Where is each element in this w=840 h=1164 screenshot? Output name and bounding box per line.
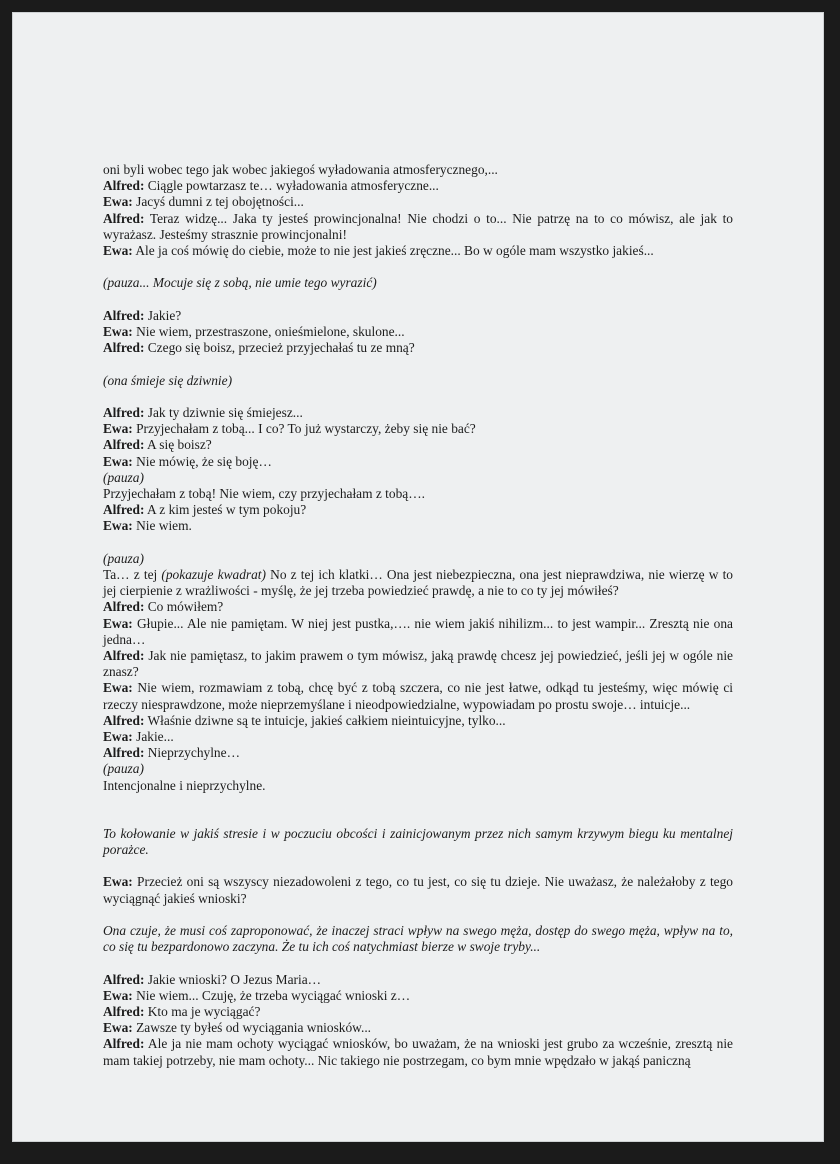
speaker-name: Alfred:	[103, 340, 145, 356]
dialogue-line	[103, 713, 733, 729]
dialogue-text: Jak ty dziwnie się śmiejesz...	[144, 404, 303, 420]
dialogue-line	[103, 405, 733, 421]
speaker-name: Ewa:	[103, 421, 133, 437]
dialogue-line	[103, 324, 733, 340]
dialogue-line	[103, 194, 733, 210]
dialogue-continuation: Przyjechałam z tobą! Nie wiem, czy przyjechałam z tobą….	[103, 486, 425, 501]
dialogue-text: Przyjechałam z tobą... I co? To już wystarczy, żeby się nie bać?	[132, 421, 476, 437]
dialogue-text: Ale ja nie mam ochoty wyciągać wniosków, bo uważam, że na wnioski jest grubo za wcześnie, zresztą nie mam takiej potrzeby, nie mam ochoty... Nic takiego nie postrzegam, co bym mnie wpędzało w jakąś paniczną	[103, 1036, 733, 1068]
paragraph-gap	[103, 259, 733, 275]
dialogue-line	[103, 616, 733, 648]
dialogue-text: Jak nie pamiętasz, to jakim prawem o tym mówisz, jaką prawdę chcesz jej powiedzieć, jeśli jej w ogóle nie znasz?	[103, 648, 733, 680]
dialogue-text: Przecież oni są wszyscy niezadowoleni z tego, co tu jest, co się tu dzieje. Nie uważasz, że należałoby z tego wyciągnąć jakieś wnioski?	[103, 874, 733, 906]
paragraph-gap	[103, 907, 733, 923]
dialogue-line	[103, 648, 733, 680]
dialogue-continuation: oni byli wobec tego jak wobec jakiegoś wyładowania atmosferycznego,...	[103, 162, 498, 177]
speaker-name: Ewa:	[103, 194, 133, 210]
dialogue-line	[103, 1020, 733, 1036]
dialogue-line	[103, 211, 733, 243]
stage-direction: (pauza)	[103, 550, 144, 566]
speaker-name: Ewa:	[103, 680, 133, 696]
dialogue-line	[103, 437, 733, 453]
speaker-name: Alfred:	[103, 307, 145, 323]
paragraph-gap	[103, 955, 733, 971]
dialogue-text: Ta… z tej	[103, 567, 162, 582]
dialogue-text: Nieprzychylne…	[144, 745, 240, 761]
paragraph-gap	[103, 292, 733, 308]
dialogue-text: A się boisz?	[144, 437, 212, 453]
speaker-name: Alfred:	[103, 178, 145, 194]
stage-direction: (ona śmieje się dziwnie)	[103, 372, 233, 388]
dialogue-text: Zawsze ty byłeś od wyciągania wniosków...	[132, 1020, 372, 1036]
dialogue-continuation: Intencjonalne i nieprzychylne.	[103, 777, 266, 793]
paragraph-gap	[103, 858, 733, 874]
dialogue-line	[103, 988, 733, 1004]
dialogue-line	[103, 308, 733, 324]
paragraph-gap	[103, 794, 733, 826]
speaker-name: Alfred:	[103, 712, 145, 728]
dialogue-text: Właśnie dziwne są te intuicje, jakieś całkiem nieintuicyjne, tylko...	[144, 712, 506, 728]
dialogue-text: Teraz widzę... Jaka ty jesteś prowincjonalna! Nie chodzi o to... Nie patrzę na to co mówisz, ale jak to wyrażasz. Jesteśmy strasznie prowincjonalni!	[103, 210, 733, 242]
speaker-name: Alfred:	[103, 502, 145, 518]
dialogue-text: No z tej ich klatki… Ona jest niebezpieczna, ona jest nieprawdziwa, nie wierzę w to jej cierpienie z wrażliwości - myślę, że jej trzeba powiedzieć prawdę, a nie to co ty jej mówiłeś?	[103, 567, 733, 599]
speaker-name: Alfred:	[103, 745, 145, 761]
stage-direction: (pauza)	[103, 469, 144, 485]
dialogue-line	[103, 599, 733, 615]
speaker-name: Alfred:	[103, 1004, 145, 1020]
dialogue-line	[103, 729, 733, 745]
dialogue-line	[103, 178, 733, 194]
paragraph-gap	[103, 356, 733, 372]
speaker-name: Ewa:	[103, 518, 133, 534]
dialogue-line	[103, 421, 733, 437]
speaker-name: Alfred:	[103, 210, 145, 226]
document-page	[12, 12, 824, 1142]
dialogue-text: Jacyś dumni z tej obojętności...	[132, 194, 304, 210]
speaker-name: Ewa:	[103, 243, 133, 259]
dialogue-text: Nie wiem, rozmawiam z tobą, chcę być z tobą szczera, co nie jest łatwe, odkąd tu jesteśmy, więc mówię ci rzeczy niesprawdzone, może nieprzemyślane i nieodpowiedzialne, wypowiadam po prostu swoje… intuicje...	[103, 680, 733, 712]
dialogue-text: Ale ja coś mówię do ciebie, może to nie jest jakieś zręczne... Bo w ogóle mam wszystko jakieś...	[132, 243, 654, 259]
speaker-name: Ewa:	[103, 324, 133, 339]
script-text	[103, 162, 733, 1069]
stage-direction: To kołowanie w jakiś stresie i w poczuciu obcości i zainicjowanym przez nich samym krzywym biegu ku mentalnej porażce.	[103, 825, 733, 858]
dialogue-continuation	[103, 567, 733, 599]
dialogue-line	[103, 243, 733, 259]
paragraph-gap	[103, 389, 733, 405]
dialogue-line	[103, 518, 733, 534]
dialogue-text: Głupie... Ale nie pamiętam. W niej jest pustka,…. nie wiem jakiś nihilizm... to jest wampir... Zresztą nie ona jedna…	[103, 615, 733, 647]
speaker-name: Ewa:	[103, 615, 133, 631]
speaker-name: Alfred:	[103, 404, 145, 420]
dialogue-text: Jakie...	[132, 729, 174, 745]
dialogue-line	[103, 502, 733, 518]
speaker-name: Alfred:	[103, 648, 145, 664]
dialogue-text: Nie wiem.	[132, 518, 192, 534]
speaker-name: Ewa:	[103, 987, 133, 1003]
speaker-name: Ewa:	[103, 874, 133, 890]
dialogue-line	[103, 340, 733, 356]
speaker-name: Ewa:	[103, 729, 133, 745]
dialogue-text: Nie wiem... Czuję, że trzeba wyciągać wnioski z…	[132, 987, 411, 1003]
dialogue-text: Czego się boisz, przecież przyjechałaś tu ze mną?	[144, 340, 415, 356]
speaker-name: Ewa:	[103, 1020, 133, 1036]
dialogue-text: Co mówiłem?	[144, 599, 224, 615]
dialogue-text: Nie mówię, że się boję…	[132, 453, 272, 469]
dialogue-text: Nie wiem, przestraszone, onieśmielone, skulone...	[132, 324, 405, 339]
speaker-name: Alfred:	[103, 971, 145, 987]
dialogue-text: Kto ma je wyciągać?	[144, 1004, 261, 1020]
stage-direction: Ona czuje, że musi coś zaproponować, że inaczej straci wpływ na swego męża, dostęp do swego męża, wpływ na to, co się tu bezpardonowo zaczyna. Że tu ich coś natychmiast bierze w swoje tryby...	[103, 923, 733, 955]
dialogue-line	[103, 972, 733, 988]
inline-stage-direction: (pokazuje kwadrat)	[161, 567, 266, 582]
dialogue-text: Jakie?	[144, 307, 182, 323]
dialogue-line	[103, 680, 733, 712]
speaker-name: Alfred:	[103, 599, 145, 615]
speaker-name: Ewa:	[103, 453, 133, 469]
dialogue-text: Ciągle powtarzasz te… wyładowania atmosferyczne...	[144, 178, 439, 194]
speaker-name: Alfred:	[103, 437, 145, 453]
dialogue-line	[103, 1036, 733, 1068]
paragraph-gap	[103, 535, 733, 551]
speaker-name: Alfred:	[103, 1036, 145, 1052]
dialogue-text: A z kim jesteś w tym pokoju?	[144, 502, 307, 518]
dialogue-line	[103, 874, 733, 906]
stage-direction: (pauza... Mocuje się z sobą, nie umie tego wyrazić)	[103, 275, 377, 291]
dialogue-text: Jakie wnioski? O Jezus Maria…	[144, 971, 322, 987]
dialogue-line	[103, 745, 733, 761]
dialogue-line	[103, 454, 733, 470]
dialogue-line	[103, 1004, 733, 1020]
stage-direction: (pauza)	[103, 761, 144, 777]
